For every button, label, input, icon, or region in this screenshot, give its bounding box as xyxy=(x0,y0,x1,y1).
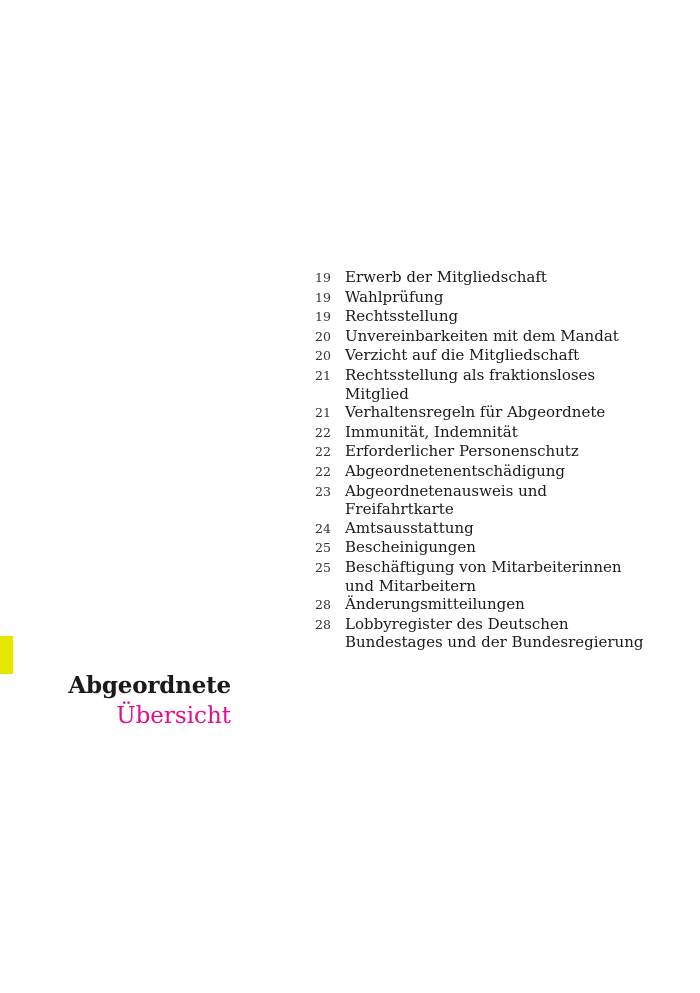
toc-entry-title: Abgeordnetenentschädigung xyxy=(345,461,566,480)
toc-entry-title: Immunität, Indemnität xyxy=(345,422,518,441)
section-subtitle: Übersicht xyxy=(116,703,231,729)
toc-entry-title: Bescheinigungen xyxy=(345,538,476,557)
toc-page-number: 28 xyxy=(315,597,331,613)
toc-entry-title: Verhaltensregeln für Abgeordnete xyxy=(345,403,606,422)
section-heading xyxy=(68,671,231,731)
toc-page-number: 20 xyxy=(315,328,331,344)
toc-entry[interactable] xyxy=(315,403,695,423)
toc-entry-title: Rechtsstellung xyxy=(345,307,459,326)
section-title: Abgeordnete xyxy=(68,672,231,699)
toc-entry-title: Verzicht auf die Mitgliedschaft xyxy=(345,346,580,365)
toc-entry[interactable] xyxy=(315,558,695,595)
toc-entry[interactable] xyxy=(315,366,695,403)
section-marker xyxy=(0,636,13,674)
toc-page-number: 23 xyxy=(315,483,331,499)
toc-entry[interactable] xyxy=(315,615,695,652)
toc-entry[interactable] xyxy=(315,595,695,615)
toc-page-number: 19 xyxy=(315,309,331,325)
toc-entry[interactable] xyxy=(315,307,695,327)
toc-page-number: 28 xyxy=(315,616,331,632)
toc-page-number: 21 xyxy=(315,405,331,421)
toc-page-number: 20 xyxy=(315,348,331,364)
toc-entry-title: Erwerb der Mitgliedschaft xyxy=(345,268,547,286)
toc-entry[interactable] xyxy=(315,462,695,482)
toc-entry-title: Erforderlicher Personenschutz xyxy=(345,442,579,461)
toc-page-number: 25 xyxy=(315,559,331,575)
toc-entry[interactable] xyxy=(315,268,695,288)
toc-entry[interactable] xyxy=(315,423,695,443)
toc-entry-title: Abgeordnetenausweis und Freifahrtkarte xyxy=(345,481,548,519)
toc-page-number: 21 xyxy=(315,367,331,383)
toc-page-number: 19 xyxy=(315,270,331,285)
toc-entry[interactable] xyxy=(315,346,695,366)
toc-entry-title: Unvereinbarkeiten mit dem Mandat xyxy=(345,326,619,345)
toc-entry[interactable] xyxy=(315,288,695,308)
table-of-contents xyxy=(315,268,695,652)
toc-entry-title: Lobbyregister des Deutschen Bundestages und der Bundesregierung xyxy=(345,614,644,652)
toc-page-number: 25 xyxy=(315,540,331,556)
toc-entry[interactable] xyxy=(315,519,695,539)
toc-entry[interactable] xyxy=(315,327,695,347)
toc-entry-title: Beschäftigung von Mitarbeiterinnen und Mitarbeitern xyxy=(345,557,622,595)
toc-entry[interactable] xyxy=(315,538,695,558)
toc-page-number: 19 xyxy=(315,289,331,305)
toc-page-number: 22 xyxy=(315,444,331,460)
toc-entry[interactable] xyxy=(315,482,695,519)
toc-page-number: 22 xyxy=(315,424,331,440)
toc-entry-title: Änderungsmitteilungen xyxy=(345,595,525,614)
toc-page-number: 22 xyxy=(315,463,331,479)
toc-entry-title: Wahlprüfung xyxy=(345,287,444,306)
toc-entry-title: Rechtsstellung als fraktionsloses Mitglied xyxy=(345,365,596,403)
toc-page-number: 24 xyxy=(315,520,331,536)
toc-entry-title: Amtsausstattung xyxy=(345,518,474,537)
toc-entry[interactable] xyxy=(315,442,695,462)
